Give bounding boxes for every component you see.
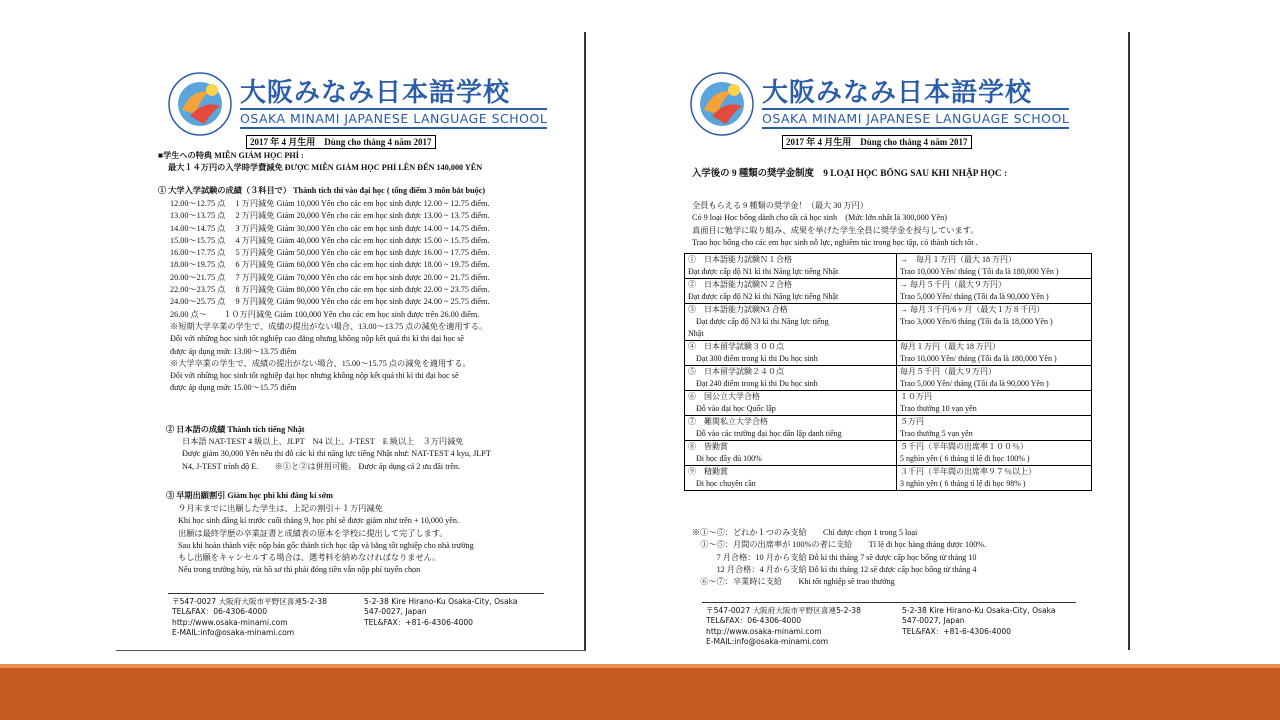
note-line: ※①～⑤：どれか１つのみ支給 Chỉ được chọn 1 trong 5 loại	[692, 528, 918, 537]
text-line: 13.00～13.75 点 2 万円減免 Giảm 20,000 Yên cho các em học sinh được 13.00 ~ 13.75 điểm.	[170, 211, 490, 221]
criteria-line: Đi học chuyên cần	[688, 479, 756, 488]
school-logo	[688, 70, 1069, 138]
award-line: Trao 3,000 Yên/6 tháng (Tối đa là 18,000 Yên )	[900, 317, 1053, 326]
intro-text	[692, 200, 978, 249]
criteria-line: ⑤ 日本留学試験２４０点	[688, 367, 784, 376]
scholarship-criteria	[685, 416, 897, 441]
award-line: Trao 5,000 Yên/ tháng (Tối đa là 90,000 Yên )	[900, 292, 1049, 301]
scholarship-row	[685, 279, 1092, 304]
school-name-jp: 大阪みなみ日本語学校	[240, 78, 511, 108]
scholarship-row	[685, 466, 1092, 491]
criteria-line: Đạt 300 điểm trong kì thi Du học sinh	[688, 354, 818, 363]
footer-url: http://www.osaka-minami.com	[706, 626, 822, 636]
scholarship-row	[685, 304, 1092, 341]
school-name-jp: 大阪みなみ日本語学校	[762, 78, 1033, 108]
school-name-en: OSAKA MINAMI JAPANESE LANGUAGE SCHOOL	[240, 108, 547, 129]
text-line: 20.00～21.75 点 7 万円減免 Giảm 70,000 Yên cho các em học sinh được 20.00 ~ 21.75 điểm.	[170, 272, 490, 282]
text-line: 真面目に勉学に取り組み、成果を挙げた学生全員に奨学金を授与しています。	[692, 225, 979, 235]
criteria-line: ⑧ 皆勤賞	[688, 442, 728, 451]
award-line: 毎月１万円（最大 18 万円）	[900, 342, 1000, 351]
footer-address: 〒547-0027 大阪府大阪市平野区喜連5-2-38	[706, 606, 861, 615]
slide-footer-bar	[0, 664, 1280, 720]
text-line: 12.00～12.75 点 1 万円減免 Giảm 10,000 Yên cho các em học sinh được 12.00 ~ 12.75 điểm.	[170, 199, 490, 208]
text-line: Nếu trong trường hủy, rút hồ sơ thì phải đóng tiền vẫn nộp phí tuyển chọn	[178, 565, 421, 575]
award-line: → 毎月３千円/6ヶ月（最大１万８千円）	[900, 305, 1045, 314]
award-line: １０万円	[900, 392, 932, 401]
award-line: ３千円（半年間の出席率９７％以上）	[900, 467, 1036, 476]
footer-url: http://www.osaka-minami.com	[172, 617, 288, 627]
text-line: 14.00～14.75 点 3 万円減免 Giảm 30,000 Yên cho các em học sinh được 14.00 ~ 14.75 điểm.	[170, 223, 490, 233]
text-line: 日本語 NAT-TEST 4 級以上、JLPT N4 以上、J-TEST E 級以上 ３万円減免	[182, 437, 464, 446]
text-line: Có 9 loại Học bổng dành cho tất cả học sinh (Mức lớn nhất là 300,000 Yên)	[692, 213, 947, 223]
text-line: 15.00～15.75 点 4 万円減免 Giảm 40,000 Yên cho các em học sinh được 15.00 ~ 15.75 điểm.	[170, 235, 490, 245]
scholarship-heading: ■学生への特典 MIỄN GIẢM HỌC PHÍ :	[158, 151, 304, 160]
text-line: Trao học bổng cho các em học sinh nỗ lực, nghiêm túc trong học tập, có thành tích tốt .	[692, 237, 978, 247]
section-1-body	[170, 198, 489, 395]
footer-contact-en	[364, 597, 518, 628]
footer-divider	[168, 593, 544, 594]
text-line: 22.00～23.75 点 8 万円減免 Giảm 80,000 Yên cho các em học sinh được 22.00 ~ 23.75 điểm.	[170, 285, 490, 295]
scholarship-award	[897, 441, 1092, 466]
award-line: ５千円（半年間の出席率１００％）	[900, 442, 1028, 451]
footer-tel: TEL&FAX：06-4306-4000	[172, 607, 268, 617]
text-line: Đối với những học sinh tốt nghiệp đại học nhưng không nộp kết quả thi kì thi đại học sẽ	[170, 371, 459, 381]
criteria-line: Đạt được cấp độ N1 kì thi Năng lực tiếng Nhật	[688, 267, 839, 276]
date-box: 2017 年 4 月生用 Dùng cho tháng 4 năm 2017	[246, 135, 436, 149]
criteria-line: ③ 日本語能力試験N3 合格	[688, 305, 788, 314]
award-line: ５万円	[900, 417, 924, 426]
scholarship-criteria	[685, 391, 897, 416]
award-line: Trao 10,000 Yên/ tháng ( Tối đa là 180,000 Yên )	[900, 267, 1059, 276]
scholarship-award	[897, 391, 1092, 416]
scholarship-criteria	[685, 441, 897, 466]
award-line: 5 nghìn yên ( 6 tháng tỉ lệ đi học 100% )	[900, 454, 1030, 463]
text-line: N4, J-TEST trình độ E. ※①と②は併用可能。 Được áp dụng cả 2 ưu đãi trên.	[182, 461, 460, 471]
footer-email: E-MAIL:info@osaka-minami.com	[706, 636, 829, 646]
text-line: 16.00～17.75 点 5 万円減免 Giảm 50,000 Yên cho các em học sinh được 16.00 ~ 17.75 điểm.	[170, 248, 490, 258]
text-line: 24.00～25.75 点 9 万円減免 Giảm 90,000 Yên cho các em học sinh được 24.00 ~ 25.75 điểm.	[170, 297, 490, 307]
scholarship-table	[684, 253, 1092, 491]
section-3-heading: ③ 早期出願割引 Giảm học phí khi đăng kí sớm	[166, 491, 333, 500]
scholarship-award	[897, 304, 1092, 341]
criteria-line: ⑥ 国公立大学合格	[688, 392, 760, 401]
scholarship-criteria	[685, 304, 897, 341]
slide-footer-accent-line	[0, 664, 1280, 668]
section-2-heading: ② 日本語の成績 Thành tích tiếng Nhật	[166, 425, 305, 434]
school-name-en: OSAKA MINAMI JAPANESE LANGUAGE SCHOOL	[762, 108, 1069, 129]
footer-contact-jp	[706, 606, 861, 647]
criteria-line: Đỗ vào các trường đại học dân lập danh tiếng	[688, 429, 842, 438]
scholarship-award	[897, 279, 1092, 304]
footer-address: 〒547-0027 大阪府大阪市平野区喜連5-2-38	[172, 597, 327, 606]
section-3-body	[178, 503, 474, 577]
award-line: Trao thưởng 10 vạn yên	[900, 404, 977, 413]
scholarship-criteria	[685, 341, 897, 366]
scholarship-award	[897, 254, 1092, 279]
scholarship-row	[685, 391, 1092, 416]
section-1-heading: ① 大学入学試験の成績（３科目で） Thành tích thi vào đại học ( tổng điểm 3 môn bắt buộc)	[158, 186, 486, 195]
footer-postal: 547-0027, Japan	[902, 616, 965, 626]
text-line: ※短期大学卒業の学生で、成績の提出がない場合、13.00～13.75 点の減免を適用する。	[170, 321, 488, 331]
date-box: 2017 年 4 月生用 Dùng cho tháng 4 năm 2017	[782, 135, 972, 149]
criteria-line: ⑨ 精勤賞	[688, 467, 728, 476]
notes	[692, 527, 986, 588]
criteria-line: ① 日本語能力試験Ｎ１合格	[688, 255, 792, 264]
note-line: ⑥～⑦：卒業時に支給 Khi tốt nghiệp sẽ trao thưởng	[692, 577, 895, 587]
award-line: Trao 5,000 Yên/ tháng (Tối đa là 90,000 Yên )	[900, 379, 1049, 388]
text-line: 出願は最終学歴の卒業証書と成績表の原本を学校に提出して完了します。	[178, 528, 448, 538]
footer-address-en: 5-2-38 Kire Hirano-Ku Osaka-City, Osaka	[364, 597, 518, 606]
text-line: Được giảm 30,000 Yên nếu thi đỗ các kì thi năng lực tiếng Nhật như: NAT-TEST 4 kyu, JLPT	[182, 449, 491, 459]
scholarship-subheading: 最大１４万円の入学時学費減免 ĐƯỢC MIỄN GIẢM HỌC PHÍ LÊN ĐẾN 140,000 YÊN	[168, 163, 483, 172]
award-line: Trao 10,000 Yên/ tháng (Tối đa là 180,000 Yên )	[900, 354, 1057, 363]
text-line: 26.00 点～ １０万円減免 Giảm 100,000 Yên cho các em học sinh được trên 26.00 điểm.	[170, 309, 480, 319]
scholarship-row	[685, 341, 1092, 366]
scholarship-criteria	[685, 366, 897, 391]
criteria-line: Đạt được cấp độ N2 kì thi Năng lực tiếng Nhật	[688, 292, 839, 301]
scholarship-row	[685, 441, 1092, 466]
footer-divider	[702, 602, 1076, 603]
scholarship-award	[897, 466, 1092, 491]
criteria-line: Đi học đầy đủ 100%	[688, 454, 762, 463]
criteria-line: ④ 日本留学試験３００点	[688, 342, 784, 351]
footer-tel: TEL&FAX：06-4306-4000	[706, 616, 802, 626]
school-emblem-icon	[166, 70, 234, 138]
section-2-body	[182, 436, 491, 473]
award-line: → 毎月５千円（最大９万円）	[900, 280, 1006, 289]
scholarship-row	[685, 416, 1092, 441]
footer-contact-jp	[172, 597, 327, 638]
scholarship-criteria	[685, 466, 897, 491]
scholarship-title: 入学後の 9 種類の奨学金制度 9 LOẠI HỌC BỔNG SAU KHI NHẬP HỌC :	[692, 169, 1008, 179]
scholarship-criteria	[685, 279, 897, 304]
footer-postal: 547-0027, Japan	[364, 607, 427, 617]
note-line: 12 月合格：4 月から支給 Đỗ kì thi tháng 12 sẽ được cấp học bổng từ tháng 4	[692, 564, 977, 574]
scholarship-row	[685, 366, 1092, 391]
award-line: → 毎月１万円（最大 18 万円）	[900, 255, 1016, 264]
footer-email: E-MAIL:info@osaka-minami.com	[172, 627, 295, 637]
note-line: 7 月合格：10 月から支給 Đỗ kì thi tháng 7 sẽ được cấp học bổng từ tháng 10	[692, 552, 977, 562]
award-line: 3 nghìn yên ( 6 tháng tỉ lệ đi học 98% )	[900, 479, 1026, 488]
text-line: ９月末までに出願した学生は、上記の割引＋１万円減免	[178, 504, 383, 513]
text-line: Khi học sinh đăng kí trước cuối tháng 9, học phí sẽ được giảm như trên + 10,000 yên.	[178, 516, 460, 526]
text-line: được áp dụng mức 15.00～15.75 điểm	[170, 383, 297, 393]
text-line: もし出願をキャンセルする場合は、選考料を納めなければなりません。	[178, 553, 441, 563]
criteria-line: Đạt được cấp độ N3 kì thi Năng lực tiếng	[688, 317, 829, 326]
criteria-line: Nhật	[688, 329, 704, 338]
school-logo	[166, 70, 547, 138]
criteria-line: ⑦ 難関私立大学合格	[688, 417, 768, 426]
school-emblem-icon	[688, 70, 756, 138]
award-line: Trao thưởng 5 vạn yên	[900, 429, 973, 438]
scholarship-row	[685, 254, 1092, 279]
scholarship-award	[897, 416, 1092, 441]
left-document-page	[116, 32, 586, 651]
text-line: Sau khi hoàn thành việc nộp bản gốc thành tích học tập và bằng tốt nghiệp cho nhà trường	[178, 540, 474, 550]
text-line: ※大学卒業の学生で、成績の提出がない場合、15.00～15.75 点の減免を適用する。	[170, 358, 471, 368]
scholarship-award	[897, 341, 1092, 366]
text-line: 18.00～19.75 点 6 万円減免 Giảm 60,000 Yên cho các em học sinh được 18.00 ~ 19.75 điểm.	[170, 260, 490, 270]
criteria-line: Đạt 240 điểm trong kì thi Du học sinh	[688, 379, 818, 388]
right-document-page	[650, 32, 1130, 650]
footer-intl-tel: TEL&FAX：+81-6-4306-4000	[364, 617, 473, 627]
footer-contact-en	[902, 606, 1056, 637]
footer-intl-tel: TEL&FAX：+81-6-4306-4000	[902, 626, 1011, 636]
scholarship-criteria	[685, 254, 897, 279]
text-line: được áp dụng mức 13.00～13.75 điểm	[170, 346, 297, 356]
text-line: 全員もらえる 9 種類の奨学金！（最大 30 万円）	[692, 201, 869, 210]
scholarship-award	[897, 366, 1092, 391]
note-line: ①～⑤：月間の出席率が 100%の者に支給 Tỉ lệ đi học hàng tháng được 100%.	[692, 540, 987, 550]
criteria-line: Đỗ vào đại học Quốc lập	[688, 404, 776, 413]
award-line: 毎月５千円（最大９万円）	[900, 367, 996, 376]
text-line: Đối với những học sinh tốt nghiệp cao đẳng nhưng không nộp kết quả thi kì thi đại học sẽ	[170, 334, 465, 344]
footer-address-en: 5-2-38 Kire Hirano-Ku Osaka-City, Osaka	[902, 606, 1056, 615]
criteria-line: ② 日本語能力試験Ｎ２合格	[688, 280, 792, 289]
